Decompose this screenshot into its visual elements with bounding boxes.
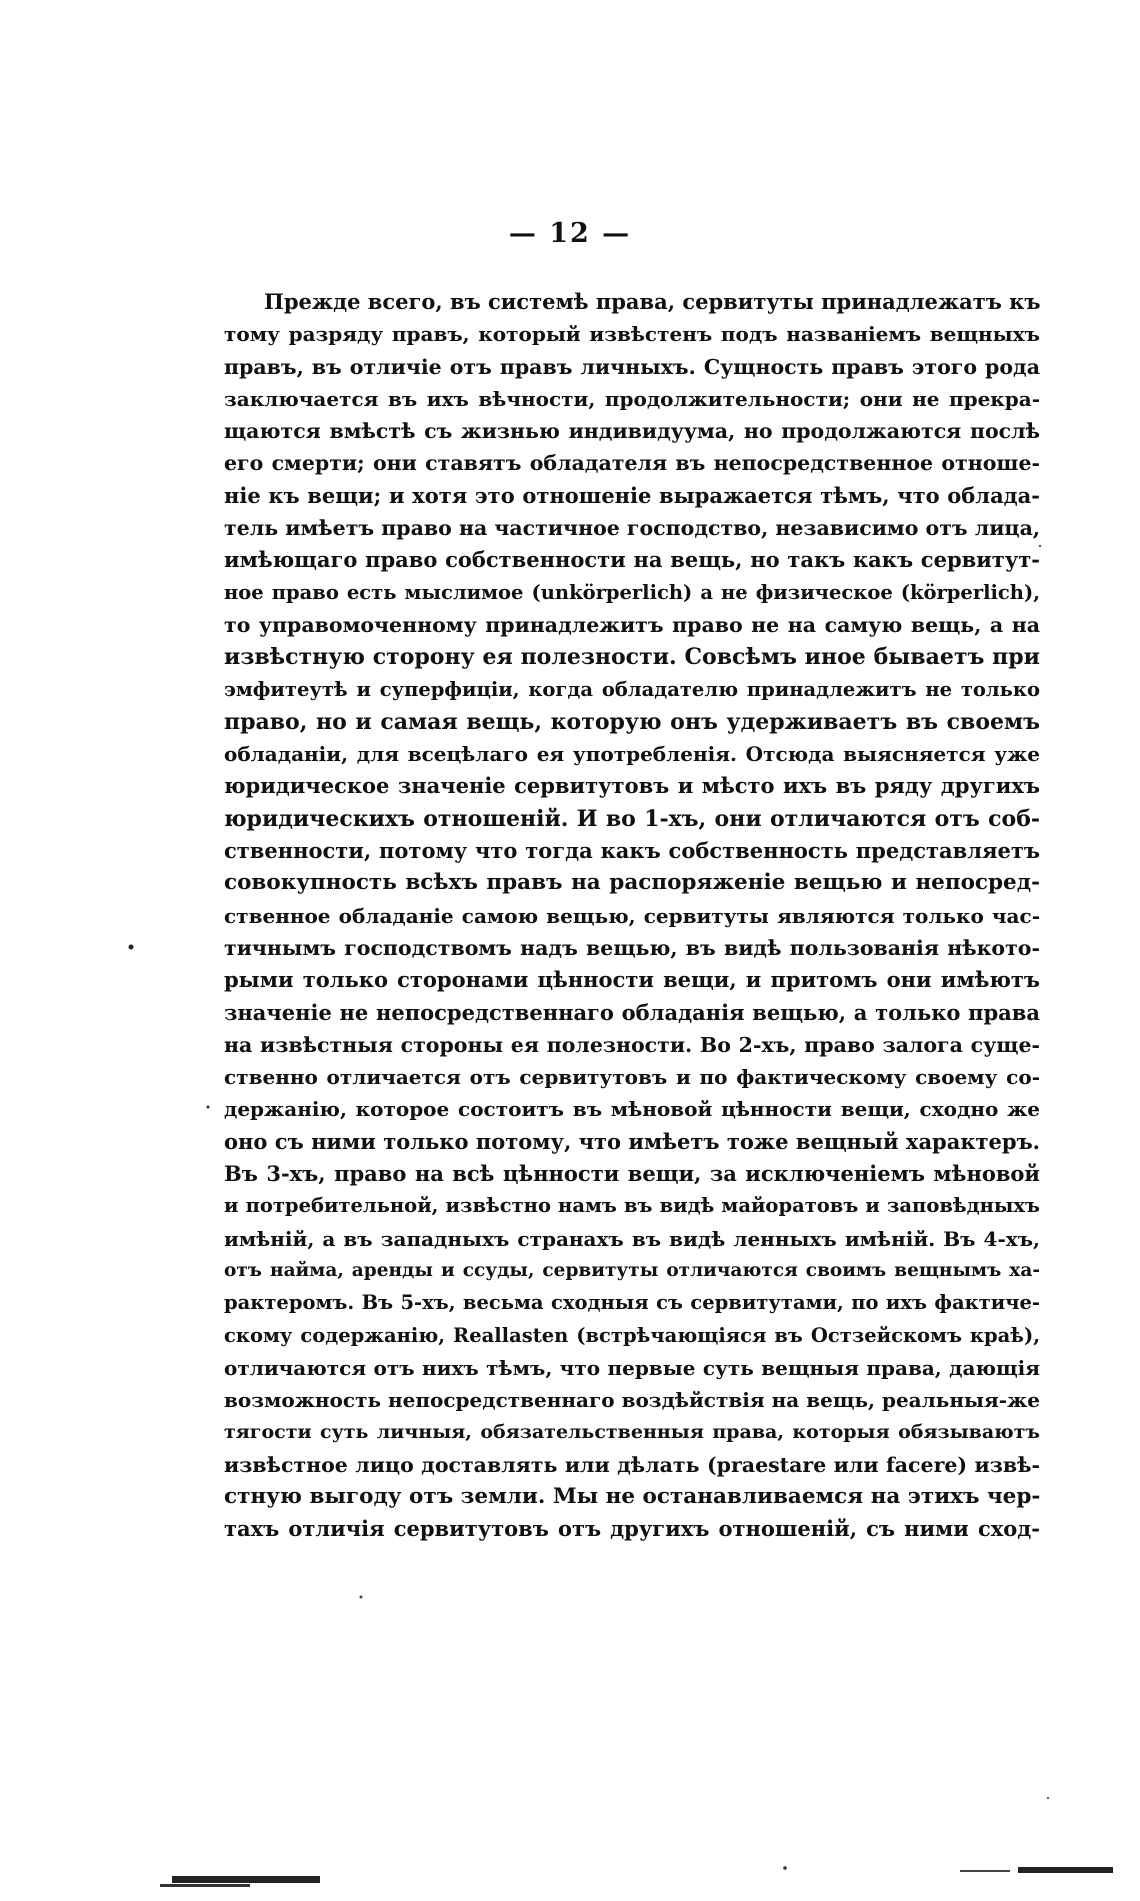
scan-speck <box>129 945 134 950</box>
text-line: правъ, въ отличіе отъ правъ личныхъ. Сущность правъ этого рода <box>224 354 1040 379</box>
text-line: юридическое значеніе сервитутовъ и мѣсто ихъ въ ряду другихъ <box>224 773 1040 799</box>
text-line: его смерти; они ставятъ обладателя въ непосредственное отноше- <box>224 451 1040 476</box>
scan-edge-mark-right <box>1018 1867 1113 1873</box>
text-line: оно съ ними только потому, что имѣетъ тоже вещный характеръ. <box>224 1128 1040 1154</box>
text-line: значеніе не непосредственнаго обладанія вещью, а только права <box>224 999 1040 1025</box>
text-line: стную выгоду отъ земли. Мы не останавливаемся на этихъ чер- <box>224 1483 1041 1509</box>
page-number: — 12 — <box>508 218 632 249</box>
text-line: скому содержанію, Reallasten (встрѣчающіяся въ Остзейскомъ краѣ), <box>224 1323 1040 1347</box>
text-line: право, но и самая вещь, которую онъ удерживаетъ въ своемъ <box>224 708 1040 735</box>
text-line: ное право есть мыслимое (unkörperlich) а не физическое (körperlich), <box>224 580 1040 604</box>
text-line: совокупность всѣхъ правъ на распоряженіе вещью и непосред- <box>224 870 1040 896</box>
text-line: имѣній, а въ западныхъ странахъ въ видѣ ленныхъ имѣній. Въ 4-хъ, <box>224 1226 1040 1251</box>
text-line: и потребительной, извѣстно намъ въ видѣ майоратовъ и заповѣдныхъ <box>224 1194 1040 1218</box>
scan-speck <box>783 1866 787 1870</box>
text-line: Въ 3-хъ, право на всѣ цѣнности вещи, за исключеніемъ мѣновой <box>224 1161 1040 1187</box>
text-line: отъ найма, аренды и ссуды, сервитуты отличаются своимъ вещнымъ ха- <box>224 1259 1040 1281</box>
text-line: то управомоченному принадлежитъ право не на самую вещь, а на <box>224 612 1040 637</box>
text-line: тягости суть личныя, обязательственныя права, которыя обязываютъ <box>224 1421 1040 1444</box>
scan-speck <box>360 1596 363 1599</box>
scan-edge-mark-right-thin <box>960 1870 1010 1872</box>
text-line: тахъ отличія сервитутовъ отъ другихъ отношеній, съ ними сход- <box>224 1516 1040 1542</box>
scan-edge-mark-left-thin <box>160 1884 250 1887</box>
text-line: ніе къ вещи; и хотя это отношеніе выражается тѣмъ, что облада- <box>224 482 1040 508</box>
text-line: тому разряду правъ, который извѣстенъ подъ названіемъ вещныхъ <box>224 322 1040 347</box>
text-line: обладаніи, для всецѣлаго ея употребленія. Отсюда выясняется уже <box>224 742 1040 767</box>
text-line: тель имѣетъ право на частичное господство, независимо отъ лица, <box>224 516 1040 541</box>
text-line: возможность непосредственнаго воздѣйствія на вещь, реальныя-же <box>224 1388 1040 1413</box>
text-line: эмфитеутѣ и суперфиціи, когда обладателю принадлежитъ не только <box>224 677 1040 701</box>
scan-edge-mark-left <box>172 1876 320 1883</box>
text-line: держанію, которое состоитъ въ мѣновой цѣнности вещи, сходно же <box>224 1097 1040 1122</box>
text-line: ственное обладаніе самою вещью, сервитуты являются только час- <box>224 903 1040 928</box>
scan-speck <box>1047 1797 1049 1799</box>
text-line: тичнымъ господствомъ надъ вещью, въ видѣ пользованія нѣкото- <box>224 935 1040 960</box>
text-line: извѣстную сторону ея полезности. Совсѣмъ иное бываетъ при <box>224 644 1040 671</box>
text-line: отличаются отъ нихъ тѣмъ, что первые суть вещныя права, дающія <box>224 1355 1040 1380</box>
scan-speck <box>207 1106 210 1109</box>
text-line: заключается въ ихъ вѣчности, продолжительности; они не прекра- <box>224 386 1040 411</box>
text-line: Прежде всего, въ системѣ права, сервитуты принадлежатъ къ <box>264 289 1041 314</box>
text-line: рыми только сторонами цѣнности вещи, и притомъ они имѣютъ <box>224 967 1040 993</box>
body-text <box>224 286 1040 1546</box>
text-line: на извѣстныя стороны ея полезности. Во 2-хъ, право залога суще- <box>224 1032 1040 1057</box>
text-line: ственности, потому что тогда какъ собственность представляетъ <box>224 838 1040 864</box>
text-line: извѣстное лицо доставлять или дѣлать (praestare или facere) извѣ- <box>224 1452 1040 1477</box>
text-line: имѣющаго право собственности на вещь, но такъ какъ сервитут- <box>224 547 1040 573</box>
text-line: рактеромъ. Въ 5-хъ, весьма сходныя съ сервитутами, по ихъ фактиче- <box>224 1291 1040 1315</box>
text-line: юридическихъ отношеній. И во 1-хъ, они отличаются отъ соб- <box>224 805 1040 832</box>
text-line: щаются вмѣстѣ съ жизнью индивидуума, но продолжаются послѣ <box>224 419 1040 444</box>
text-line: ственно отличается отъ сервитутовъ и по фактическому своему со- <box>224 1065 1040 1090</box>
